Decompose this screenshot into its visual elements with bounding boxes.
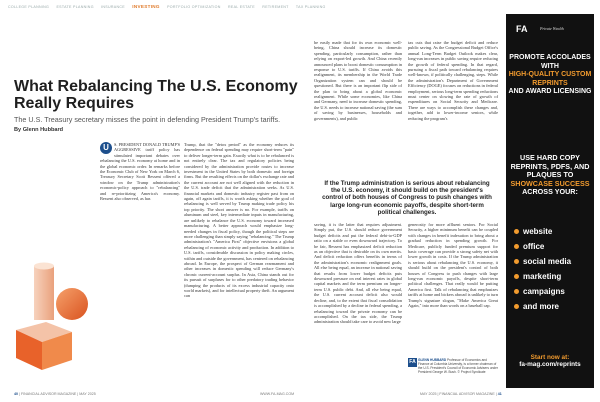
- nav-portfolio-optimization[interactable]: PORTFOLIO OPTIMIZATION: [167, 5, 221, 9]
- right-footer: MAY 2025 | FINANCIAL ADVISOR MAGAZINE | 41: [420, 392, 502, 396]
- bullet-icon: [514, 304, 519, 309]
- bullet-icon: [514, 259, 519, 264]
- left-footer-date: MAY 2025: [79, 392, 96, 396]
- article-byline: By Glenn Hubbard: [14, 127, 64, 133]
- ad-promo-line-1: PROMOTE ACCOLADES WITH: [509, 54, 591, 70]
- author-bio-text: Professor of Economics and Finance at Columbia University, is a former chairman of the U.S. President's Council of Economic Advisers under President George W. Bush.: [418, 358, 498, 374]
- author-bio: [418, 358, 498, 374]
- ad-promo-heading: [506, 54, 594, 97]
- cylinder-shape: [34, 266, 54, 320]
- article-column-1: [100, 142, 180, 202]
- article-column-4: [408, 40, 498, 168]
- fa-logo-subtitle: Private Wealth: [540, 26, 564, 31]
- left-footer: 40 | FINANCIAL ADVISOR MAGAZINE | MAY 2025: [14, 392, 96, 396]
- ad-list-item: office: [514, 239, 571, 254]
- left-footer-label: FINANCIAL ADVISOR MAGAZINE: [20, 392, 77, 396]
- fa-mark-icon: FA: [409, 359, 416, 365]
- fa-logo: FA: [516, 24, 528, 34]
- article-column-5: [314, 222, 402, 388]
- ad-showcase-line-2: ACROSS YOUR:: [522, 187, 578, 197]
- ad-list-item: and more: [514, 299, 571, 314]
- ad-list-item: campaigns: [514, 284, 571, 299]
- left-page-number: 40: [14, 392, 18, 396]
- ad-list-item: social media: [514, 254, 571, 269]
- nav-real-estate[interactable]: REAL ESTATE: [227, 5, 255, 9]
- nav-insurance[interactable]: INSURANCE: [101, 5, 125, 9]
- ad-promo-line-2: AND AWARD LICENSING: [508, 88, 592, 95]
- author-credit: © Project Syndicate: [457, 370, 486, 374]
- column-2-text: Trump, that the "detox period" as the economy reduces its dependence on federal spending may require short-term "pain" to deliver longer-term gain. Exactly what is to be rebalanced is not entirely clear. The tax and regulatory policies being considered by the administration provide routes to increase investment in the United States by both domestic and foreign firms. But the resulting effects on the dollar's exchange rate and the current account are not well aligned with the reduction in the U.S. trade deficit that the administration seeks. As U.S. financial markets and domestic industry register past from on again, off again tariffs, it is worth asking whether the goal of rebalancing is well served by Trump making trade policy his top priority. The short answer is no. For example, tariffs on aluminum and steel, key intermediate inputs in manufacturing, are unlikely to rebalance the U.S. economy toward increased manufacturing. A better approach would emphasize long-needed changes in fiscal policy, though the political steps are more challenging than simply saying "rebalancing." The Trump administration's "America First" objective envisions a global rebalancing of economic activity and production. In addition to U.S. tariffs, considerable discussion in policy making circles, within and outside the government, has centered on rebalancing abroad. In Europe, the prospect of German rearmament and other increases in domestic spending will reduce Germany's chronic current-account surplus. In Asia, China stands out for its pursuit of surpluses for to other predatory trading behavior (dumping the products of its excess industrial capacity onto world markets), and for intellectual property theft. An argument can: [184, 142, 294, 299]
- ad-showcase-heading: [506, 154, 594, 197]
- ad-showcase-line-1: USE HARD COPY REPRINTS, PDFS, AND PLAQUES TO: [510, 153, 590, 180]
- ad-channel-list: [514, 224, 571, 314]
- right-footer-label: FINANCIAL ADVISOR MAGAZINE: [439, 392, 495, 396]
- column-4-text: tax cuts that raise the budget deficit and reduce public saving. As the Congressional Budget Office's annual Long-Term Budget Outlook makes clear, long-run increases in public saving require reducing the growth of federal spending. In that regard, pursuing a fiscal path toward rebalancing requires well-known, if politically challenging, steps. While the administration's Department of Government Efficiency (DOGE) focuses on reductions in federal employment, serious long-term spending reductions must center on slowing the rate of growth of expenditures on Social Security and Medicare. There are ways to accomplish these changes and, together, add to lower-income seniors, while reducing the program's: [408, 40, 498, 121]
- cylinder-top: [34, 263, 54, 270]
- nav-college-planning[interactable]: COLLEGE PLANNING: [8, 5, 50, 9]
- article-deck: The U.S. Treasury secretary misses the point in defending President Trump's tariffs.: [14, 115, 281, 124]
- reprints-advertisement[interactable]: [506, 14, 594, 388]
- ad-cta-url[interactable]: fa-mag.com/reprints: [519, 361, 581, 369]
- right-page-number: 41: [497, 392, 502, 396]
- ad-cta[interactable]: [506, 354, 594, 368]
- sphere-shape: [56, 288, 88, 320]
- article-column-3: [314, 40, 402, 168]
- nav-tax-planning[interactable]: TAX PLANNING: [295, 5, 326, 9]
- column-6-text: generosity for more affluent seniors. For Social Security, a higher minimum benefit can be coupled with changes in benefit indexation to bring about a gradual reduction in spending growth. For Medicare, publicly funded premium support for basic coverage can provide a strong safety net with lower growth in costs. If the Trump administration is serious about rebalancing the U.S. economy, it should build on the president's control of both houses of Congress to push changes with large long-run economic payoffs, despite short-term political challenges. That really would be putting America first. Talk of rebalancing that emphasizes tariffs at home and bickers abroad is unlikely to turn Trump's signature slogan, "Make America Great Again," into more than words on a baseball cap.: [408, 222, 499, 309]
- bullet-icon: [514, 289, 519, 294]
- ad-list-item: marketing: [514, 269, 571, 284]
- bullet-icon: [514, 274, 519, 279]
- column-3-text: be easily made that for its own economic well-being, China should increase its domestic spending, particularly consumption, rather than relying on export-led growth. And China recently announced plans to boost domestic consumption in response to U.S. tariffs. If China avoids this realignment, its membership in the World Trade Organization system can and should be questioned. But there is an important flip side of the plan to bring about a global economic realignment. While some economies, like China and Germany, need to increase domestic spending, the U.S. needs to increase national saving (the sum of saving by businesses, households and governments), and public: [314, 40, 402, 121]
- drop-cap: U: [100, 142, 112, 154]
- center-footer-url[interactable]: WWW.FA-MAG.COM: [260, 392, 295, 396]
- right-footer-date: MAY 2025: [420, 392, 437, 396]
- pull-quote: If the Trump administration is serious about rebalancing the U.S. economy, it should build on the president's control of both houses of Congress to push changes with large long-run economic payoffs, despite short-term political challenges.: [322, 180, 492, 216]
- column-1-text: S. PRESIDENT DONALD TRUMP'S AGGRESSIVE tariff policy has stimulated important debates over rebalancing the U.S. economy at home and in the global economic order. In remarks before the Economic Club of New York on March 6, Treasury Secretary Scott Bessent offered a window on the Trump administration's economic-policy approach to "rebalancing" and re-prioritizing America's economy. Bessent also observed, as has: [100, 142, 180, 202]
- article-column-2: [184, 142, 294, 388]
- bullet-icon: [514, 229, 519, 234]
- nav-estate-planning[interactable]: ESTATE PLANNING: [56, 5, 94, 9]
- section-nav: [8, 4, 332, 9]
- nav-investing[interactable]: INVESTING: [132, 4, 160, 9]
- author-name: GLENN HUBBARD: [418, 358, 447, 362]
- bullet-icon: [514, 244, 519, 249]
- ad-promo-highlight: HIGH-QUALITY CUSTOM REPRINTS: [508, 71, 592, 87]
- article-column-6: [408, 222, 498, 354]
- nav-retirement[interactable]: RETIREMENT: [262, 5, 289, 9]
- ad-showcase-highlight: SHOWCASE SUCCESS: [510, 178, 590, 188]
- article-headline: What Rebalancing The U.S. Economy Really Requires: [14, 78, 298, 112]
- ad-list-item: website: [514, 224, 571, 239]
- abstract-shapes-illustration: [12, 246, 96, 380]
- ad-cta-label: Start now at:: [530, 354, 570, 361]
- column-5-text: saving, it is the latter that requires adjustment. Simply put, the U.S. should reduce government budget deficits and put the federal debt-to-GDP ratio on a stable or even downward trajectory. To be fair, Bessent has emphasized deficit reduction as an objective that is desirable on its own merits. And deficit reduction offers benefits in terms of the administration's economic realignment goals. All else being equal, an increase in national saving that results from lower budget deficits puts downward pressure on real interest rates in global capital markets and the term premium on longer-term U.S. public debt. And, all else being equal, the U.S. current account deficit also would decline, and, to the extent that fiscal consolidation is accomplished by a decline in federal spending, a rebalancing toward the private economy can be accomplished. On the tax side, the Trump administration should take care to avoid new large: [314, 222, 402, 325]
